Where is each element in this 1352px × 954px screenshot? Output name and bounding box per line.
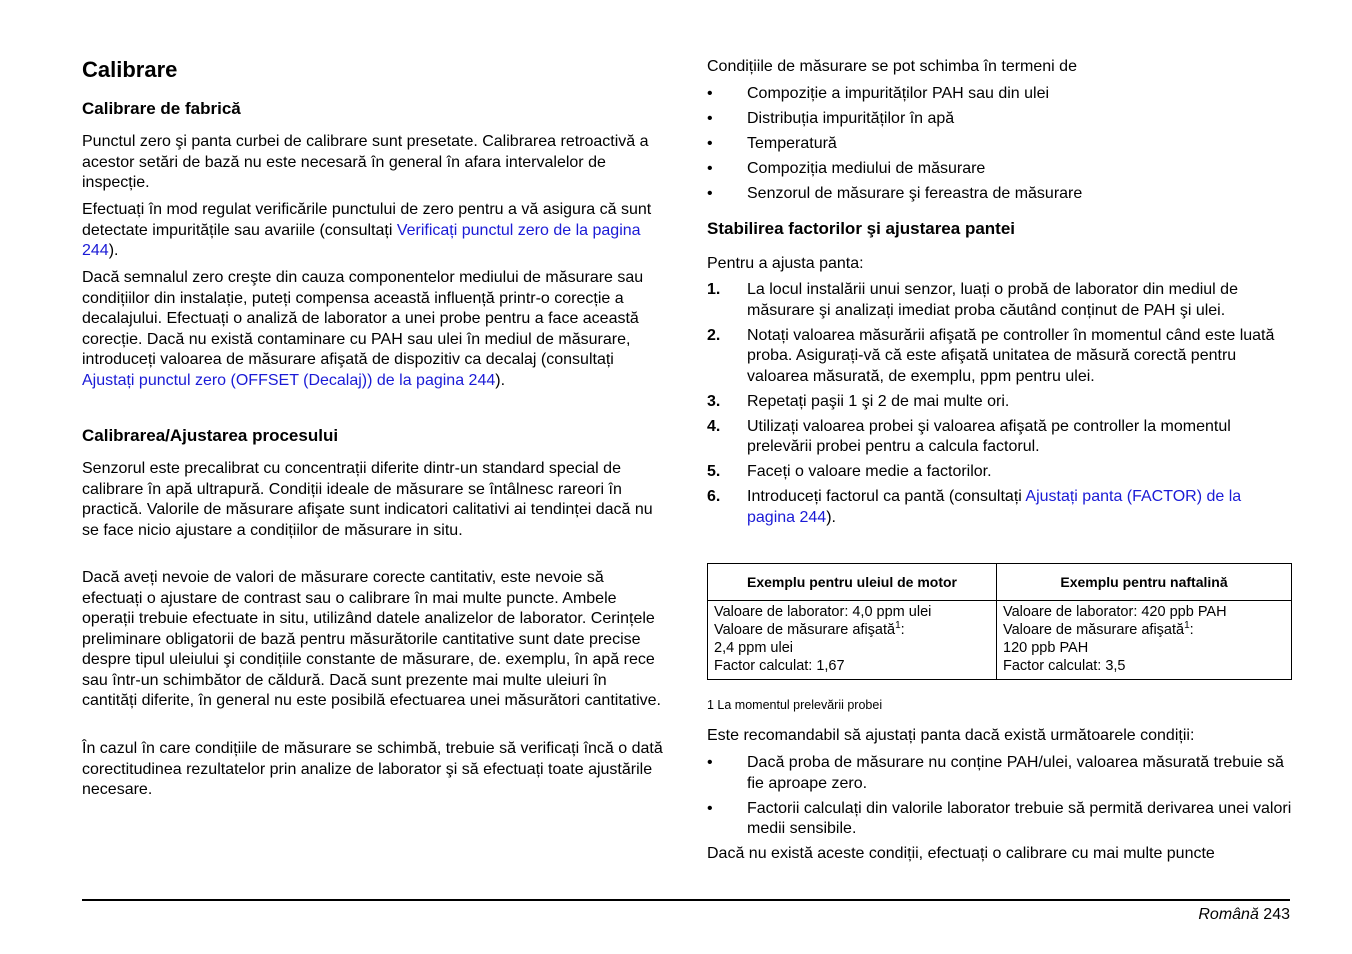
recommend-conditions-list — [707, 753, 1292, 844]
factory-calibration-heading: Calibrare de fabrică — [82, 99, 241, 118]
step-item: 5. Faceți o valoare medie a factorilor. — [707, 463, 992, 480]
factor-heading: Stabilirea factorilor şi ajustarea pantei — [707, 219, 1016, 238]
step-item: 6. Introduceți factorul ca pantă (consultați Ajustați panta (FACTOR) de la pagina 244). — [707, 488, 1242, 526]
recommend-text: Este recomandabil să ajustați panta dacă există următoarele condiții: — [707, 727, 1195, 744]
page-number: 243 — [1263, 906, 1290, 923]
list-item: • Distribuția impurităților în apă — [707, 110, 955, 127]
last-paragraph: Dacă nu există aceste condiții, efectuați o calibrare cu mai multe puncte — [707, 845, 1215, 862]
list-item: • Factorii calculați din valorile laborator trebuie să permită derivarea unei valori medii sensibile. — [707, 799, 1292, 837]
conditions-intro: Condițiile de măsurare se pot schimba în termeni de — [707, 58, 1077, 75]
steps-intro: Pentru a ajusta panta: — [707, 255, 864, 272]
page-title: Calibrare — [82, 57, 178, 82]
table-cell-motor-oil: Valoare de laborator: 4,0 ppm ulei Valoare de măsurare afişată$^1$: 2,4 ppm ulei Factor calculat: 1,67 — [708, 601, 997, 680]
process-calibration-paragraph-1: Senzorul este precalibrat cu concentrații diferite dintr-un standard special de calibrare în apă ultrapură. Condiții ideale de măsurare se întâlnesc rareori în practică. Valorile de măsurare afişate sunt indicatori calitativi ai tendinței dacă nu se face nicio ajustare a condițiilor de măsurare in situ. — [82, 460, 653, 539]
process-calibration-paragraph-3: În cazul în care condițiile de măsurare se schimbă, trebuie să verificați încă o dată corectitudinea rezultatelor prin analize de laborator şi să efectuați toate ajustările necesare. — [82, 740, 663, 798]
step-item: 1. La locul instalării unui senzor, luați o probă de laborator din mediul de măsurare şi analizați imediat proba căutând conținut de PAH şi ulei. — [707, 281, 1238, 319]
list-item: • Compoziție a impurităților PAH sau din ulei — [707, 85, 1050, 102]
table-cell-naphthalene: Valoare de laborator: 420 ppb PAH Valoare de măsurare afişată$^1$: 120 ppb PAH Factor calculat: 3,5 — [997, 601, 1292, 680]
table-footnote: 1 La momentul prelevării probei — [707, 698, 883, 712]
step-item: 2. Notați valoarea măsurării afişată pe controller în momentul când este luată proba. Asigurați-vă că este afişată unitatea de măsură corectă pentru valoarea măsurată, de exemplu, ppm pentru ulei. — [707, 326, 1275, 385]
factory-calibration-paragraph-1: Punctul zero şi panta curbei de calibrare sunt presetate. Calibrarea retroactivă a acestor setări de bază nu este necesară în general în afara intervalelor de inspecție. — [82, 133, 649, 191]
conditions-list — [707, 84, 1292, 209]
table-header-naphthalene: Exemplu pentru naftalină — [997, 564, 1292, 601]
table-header-motor-oil: Exemplu pentru uleiul de motor — [708, 564, 997, 601]
footer-divider — [82, 899, 1290, 901]
factor-link[interactable]: Ajustați panta (FACTOR) de la pagina 244 — [747, 488, 1242, 526]
example-table — [707, 563, 1292, 680]
offset-link[interactable]: Ajustați punctul zero (OFFSET (Decalaj)) de la pagina 244 — [82, 371, 496, 389]
zero-check-link[interactable]: Verificați punctul zero de la pagina 244 — [82, 221, 641, 259]
step-item: 4. Utilizați valoarea probei şi valoarea afişată pe controller la momentul prelevării probei pentru a calcula factorul. — [707, 417, 1231, 455]
process-calibration-heading: Calibrarea/Ajustarea procesului — [82, 426, 339, 445]
factory-calibration-paragraph-3: Dacă semnalul zero creşte din cauza componentelor mediului de măsurare sau condițiilor din instalație, puteți compensa această influență printr-o corecție a decalajului. Efectuați o analiză de laborator a unei probe pentru a face această corecție. Dacă nu există contaminare cu PAH sau ulei în mediul de măsurare, introduceți valoarea de măsurare afişată de dispozitiv ca decalaj (consultați Ajustați punctul zero (OFFSET (Decalaj)) de la pagina 244). — [82, 269, 644, 389]
factory-calibration-paragraph-2: Efectuați în mod regulat verificările punctului de zero pentru a vă asigura că sunt detectate impuritățile sau avariile (consultați Verificați punctul zero de la pagina 244). — [82, 201, 652, 259]
list-item: • Compoziția mediului de măsurare — [707, 160, 986, 177]
page-footer — [1198, 906, 1290, 924]
list-item: • Senzorul de măsurare şi fereastra de măsurare — [707, 185, 1083, 202]
process-calibration-paragraph-2: Dacă aveți nevoie de valori de măsurare corecte cantitativ, este nevoie să efectuați o ajustare de contrast sau o calibrare în mai multe puncte. Ambele operații trebuie efectuate in situ, utilizând datele analizelor de laborator. Cerințele preliminare obligatorii de bază pentru măsurătorile cantitative sunt date precise despre tipul uleiului şi condițiile constante de măsurare, de. exemplu, în apă rece sau într-un schimbător de căldură. Dacă sunt prezente mai multe uleiuri în cantități diferite, în general nu este posibilă efectuarea unei măsurători cantitative. — [82, 569, 661, 709]
step-item: 3. Repetați paşii 1 şi 2 de mai multe ori. — [707, 392, 1010, 410]
footer-language: Română — [1198, 906, 1259, 923]
steps-list — [707, 280, 1292, 533]
list-item: • Temperatură — [707, 135, 837, 152]
list-item: • Dacă proba de măsurare nu conține PAH/ulei, valoarea măsurată trebuie să fie aproape zero. — [707, 754, 1284, 792]
